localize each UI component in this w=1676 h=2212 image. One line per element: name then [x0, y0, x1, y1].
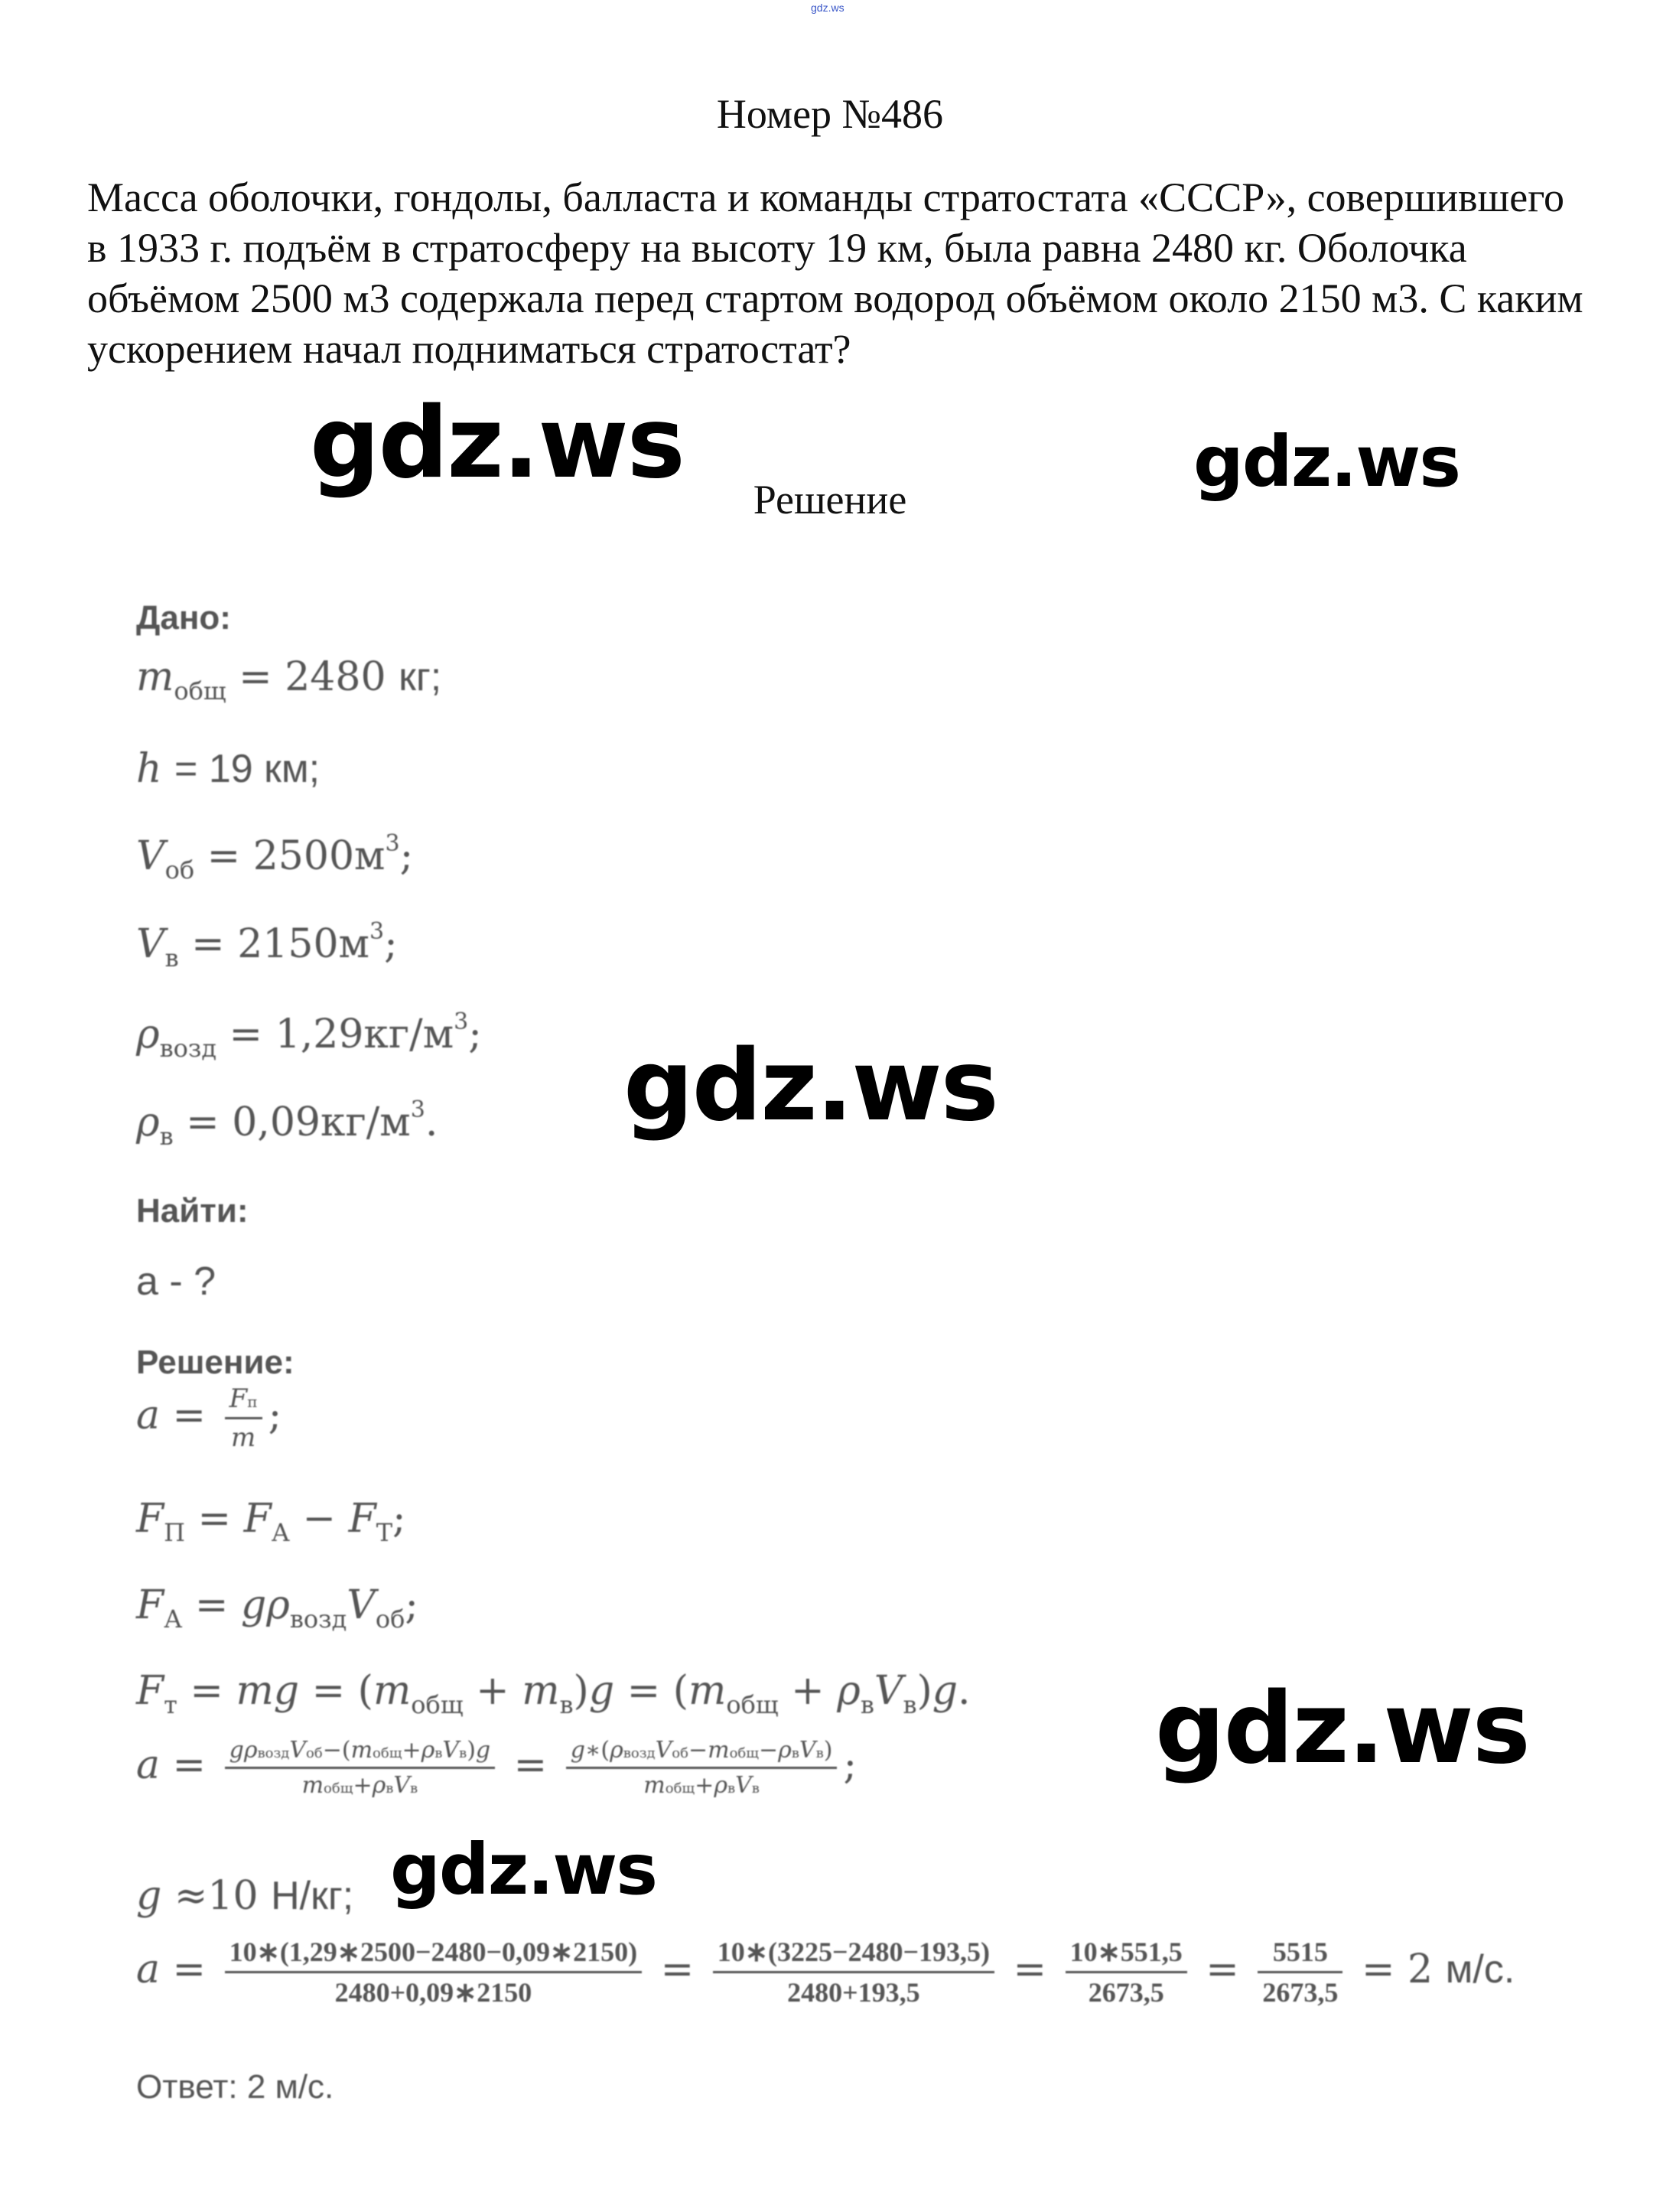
formula-m-total: $m_{общ} = 2480$ кг; — [136, 654, 442, 705]
formula-rho-air: $\rho_{возд} = 1,29кг/м^3$; — [136, 1008, 482, 1063]
formula-v-ob: $V_{об} = 2500м^3$; — [136, 830, 414, 884]
formula-h: h = 19 км; — [136, 746, 321, 792]
formula-fa: $F_А = g\rho_{возд}V_{об}$; — [136, 1582, 418, 1634]
page-title: Номер №486 — [716, 91, 944, 137]
formula-ft: $F_т$ = mg = $(m_{общ} + m_в)g = (m_{общ} + \rho_вV_в)g$. — [136, 1668, 971, 1719]
problem-text: Масса оболочки, гондолы, балласта и команды стратостата «СССР», совершившего в 1933 г. подъём в стратосферу на высоту 19 км, была равна 2480 кг. Оболочка объёмом 2500 м3 содержала перед стартом водород объёмом около 2150 м3. С каким ускорением начал подниматься стратостат? — [87, 174, 1583, 372]
watermark-3: gdz.ws — [623, 1029, 997, 1143]
formula-rho-h: $\rho_в = 0,09кг/м^3$. — [136, 1096, 438, 1151]
formula-a-def: a = $\frac{Fп}{m}$ ; — [136, 1383, 282, 1453]
formula-g: g ≈10 Н/кг; — [136, 1873, 354, 1919]
top-watermark: gdz.ws — [811, 2, 845, 14]
watermark-2: gdz.ws — [1193, 421, 1460, 503]
given-label: Дано: — [136, 599, 231, 637]
formula-fp: $F_П = F_А - F_Т$; — [136, 1496, 406, 1547]
watermark-4: gdz.ws — [1155, 1672, 1529, 1786]
formula-v-v: $V_в = 2150м^3$; — [136, 918, 398, 972]
solution-label: Решение: — [136, 1344, 295, 1381]
answer: Ответ: 2 м/с. — [136, 2068, 334, 2106]
solution-heading: Решение — [753, 477, 907, 523]
formula-a-general: a = $\frac{\text{gρвоздVоб−(mобщ+ρвVв)g}}{\text{mобщ+ρвVв}}$ = $\frac{\text{g∗(ρвоздVоб−mобщ−ρвVв)}}{\text{mобщ+ρвVв}}$ ; — [136, 1737, 857, 1799]
watermark-1: gdz.ws — [310, 386, 684, 500]
watermark-5: gdz.ws — [390, 1829, 656, 1911]
find-value: a - ? — [136, 1259, 216, 1304]
formula-a-numeric: a = $\frac{10∗(1,29∗2500-2480-0,09∗2150)}{2480+0,09∗2150}$ = $\frac{10∗(3225-2480-193,5)}{2480+193,5}$ = $\frac{10∗551,5}{2673,5}$ = $\frac{5515}{2673,5}$ = 2 м/с. — [136, 1937, 1515, 2008]
find-label: Найти: — [136, 1192, 249, 1230]
